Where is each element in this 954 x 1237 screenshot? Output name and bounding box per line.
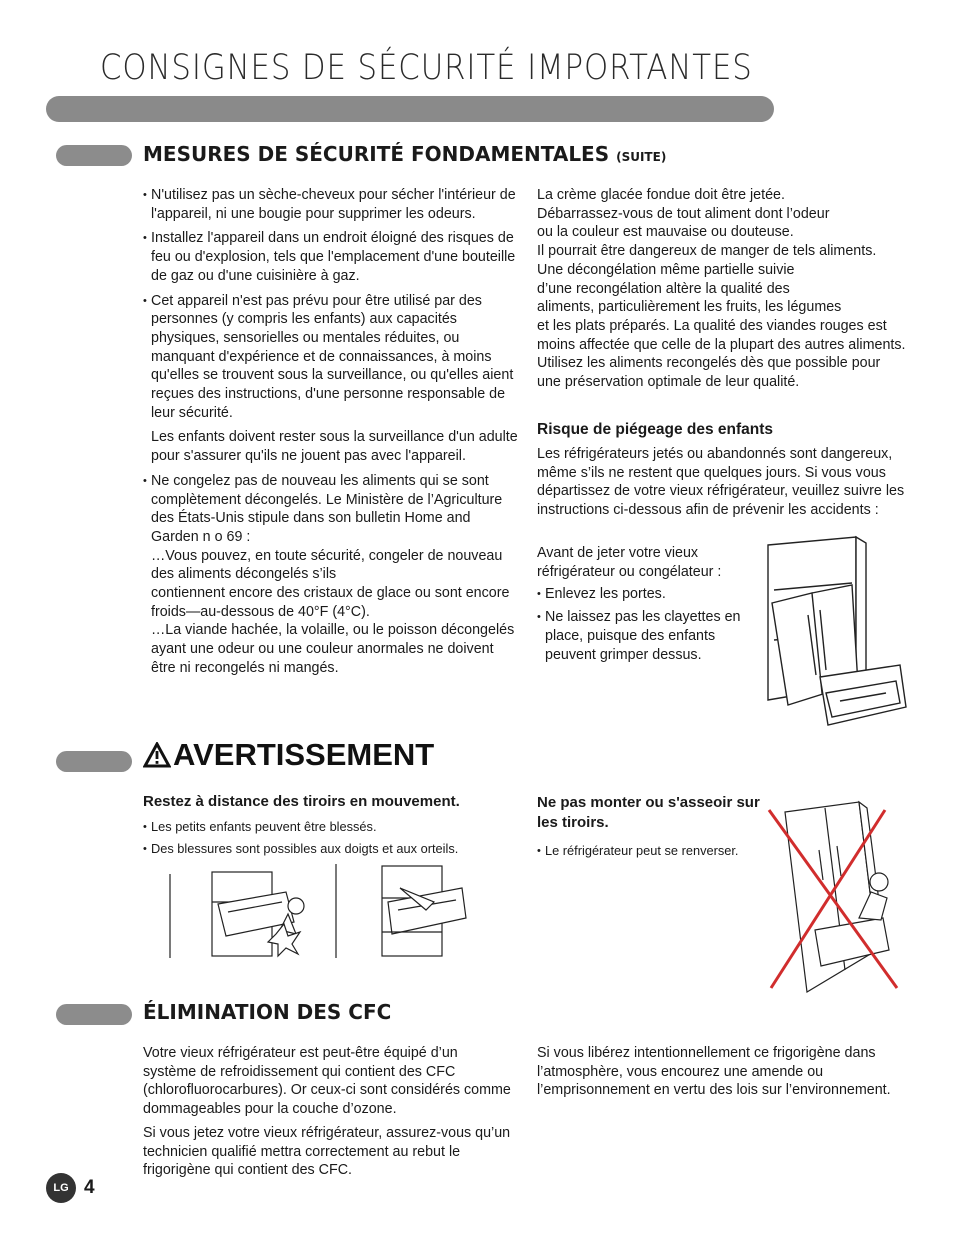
lg-logo-icon (46, 1173, 76, 1203)
tipping-fridge-illustration (755, 800, 915, 995)
freeze-line: contiennent encore des cristaux de glace ou sont encore froids—au-dessous de 40°F (4°C). (151, 585, 510, 620)
logo-text: LG (53, 1182, 69, 1194)
section-heading-safety (143, 142, 666, 166)
list-item: • Cet appareil n'est pas prévu pour être utilisé par des personnes (y compris les enfants) aux capacités physiques, sensorielles ou mentales réduites, ou manquant d'expérience et de connaissances, à moins qu'elles se trouvent sous la surveillance, ou qu'elles aient reçues des instructions, d'une personne responsable de leur sécurité. (143, 292, 518, 423)
warning-right-heading: Ne pas monter ou s'asseoir sur les tiroirs. (537, 794, 760, 831)
section-heading-text: MESURES DE SÉCURITÉ FONDAMENTALES (143, 142, 610, 166)
drawer-pinch-illustration (168, 862, 313, 958)
trap-paragraph: Les réfrigérateurs jetés ou abandonnés sont dangereux, même s’ils ne restent que quelques jours. Si vous vous départissez de votre vieux réfrigérateur, veuillez suivre les instructions ci-dessous afin de prévenir les accidents : (537, 446, 905, 519)
supervision-paragraph: Les enfants doivent rester sous la surveillance d'un adulte pour s'assurer qu'ils ne jouent pas avec l'appareil. (151, 429, 518, 465)
cfc-paragraph: Votre vieux réfrigérateur est peut-être équipé d’un système de refroidissement qui contient des CFC (chlorofluorocarbures). Or ceux-ci sont considérés comme dommageables pour la couche d’ozone. (143, 1045, 511, 1118)
trap-intro: Avant de jeter votre vieux réfrigérateur ou congélateur : (537, 545, 722, 580)
list-item: • N'utilisez pas un sèche-cheveux pour sécher l'intérieur de l'appareil, ni une bougie pour supprimer les odeurs. (143, 186, 518, 223)
cfc-paragraph: Si vous jetez votre vieux réfrigérateur, assurez-vous qu’un technicien qualifié mettra correctement au rebut le frigorigène qui contient des CFC. (143, 1124, 511, 1179)
text-line: Débarrassez-vous de tout aliment dont l’odeur (537, 205, 830, 222)
title-bar (46, 96, 774, 122)
section-heading-suffix: (SUITE) (616, 150, 667, 164)
list-item: • Enlevez les portes. (537, 585, 752, 604)
freeze-line: • Ne congelez pas de nouveau les aliments qui se sont complètement décongelés. Le Ministère de l’Agriculture des États-Unis stipule dans son bulletin Home and Garden n o 69 : (151, 472, 503, 545)
trap-instructions (537, 544, 752, 664)
freeze-list-item (143, 472, 518, 678)
warning-triangle-icon (143, 742, 171, 768)
freeze-line: …Vous pouvez, en toute sécurité, congeler de nouveau des aliments décongelés s’ils (151, 547, 503, 583)
page-number: 4 (84, 1177, 95, 1198)
fridge-doors-removed-illustration (760, 535, 910, 730)
section-pill (56, 1004, 132, 1025)
cfc-right-paragraph: Si vous libérez intentionnellement ce frigorigène dans l’atmosphère, vous encourez une amende ou l’emprisonnement en vertu des lois sur l’environnement. (537, 1045, 891, 1099)
drawer-foot-illustration (334, 862, 469, 958)
list-item: • Installez l'appareil dans un endroit éloigné des risques de feu ou d'explosion, tels que l'emplacement d'une bouteille de gaz ou d'une cuisinière à gaz. (143, 229, 518, 285)
text-line: Il pourrait être dangereux de manger de tels aliments. (537, 243, 877, 260)
text-line: aliments, particulièrement les fruits, les légumes (537, 299, 842, 316)
list-item: • Les petits enfants peuvent être blessés. (143, 816, 513, 838)
safety-right-column (537, 186, 907, 392)
text-line: La crème glacée fondue doit être jetée. (537, 187, 785, 203)
warning-heading-text: AVERTISSEMENT (173, 737, 435, 772)
warning-heading (143, 737, 434, 773)
text-line: d’une recongélation altère la qualité des (537, 280, 790, 297)
list-item: • Le réfrigérateur peut se renverser. (537, 840, 767, 862)
page-title: CONSIGNES DE SÉCURITÉ IMPORTANTES (100, 48, 753, 88)
warning-left-list (143, 816, 513, 860)
text-line: ou la couleur est mauvaise ou douteuse. (537, 224, 794, 241)
warning-right-list (537, 840, 767, 862)
safety-left-column (143, 186, 518, 678)
list-item: • Ne laissez pas les clayettes en place, puisque des enfants peuvent grimper dessus. (537, 608, 752, 664)
section-pill (56, 751, 132, 772)
warning-left-heading: Restez à distance des tiroirs en mouvement. (143, 793, 460, 810)
cfc-left-column (143, 1044, 513, 1180)
text-line: Une décongélation même partielle suivie (537, 261, 795, 278)
section-heading-cfc: ÉLIMINATION DES CFC (143, 1000, 392, 1024)
list-item: • Des blessures sont possibles aux doigts et aux orteils. (143, 838, 513, 860)
text-line: et les plats préparés. La qualité des viandes rouges est moins affectée que celle de la plupart des autres aliments. Utilisez les aliments recongelés dès que possible pour une préservation optimale de leur qualité. (537, 317, 906, 391)
freeze-line: …La viande hachée, la volaille, ou le poisson décongelés ayant une odeur ou une couleur anormales ne doivent être ni recongelés ni mangés. (151, 622, 515, 676)
trap-heading: Risque de piégeage des enfants (537, 421, 774, 438)
section-pill (56, 145, 132, 166)
